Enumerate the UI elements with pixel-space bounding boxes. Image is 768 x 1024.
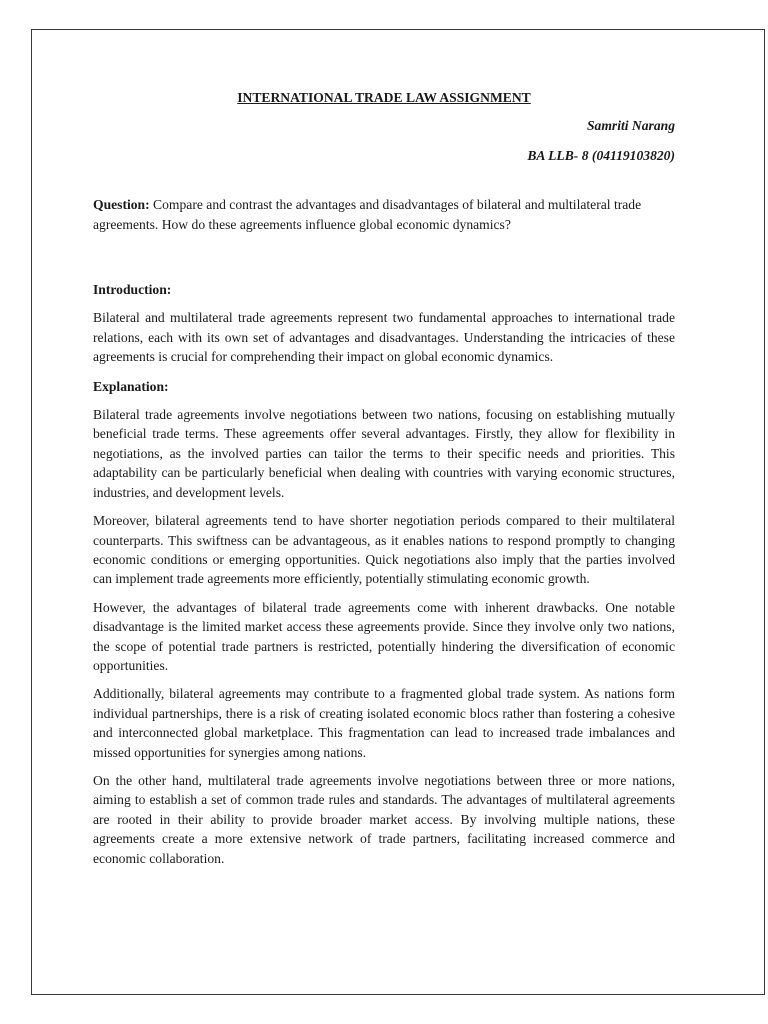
explanation-heading: Explanation:: [93, 378, 169, 394]
roll-number: BA LLB- 8 (04119103820): [527, 147, 675, 163]
question-paragraph: [93, 195, 675, 234]
question-text: Compare and contrast the advantages and disadvantages of bilateral and multilateral trade agreements. How do these agreements influence global economic dynamics?: [93, 197, 642, 232]
body-paragraph-4: Additionally, bilateral agreements may contribute to a fragmented global trade system. As nations form individual partnerships, there is a risk of creating isolated economic blocs rather than fostering a cohesive and interconnected global marketplace. This fragmentation can lead to increased trade imbalances and missed opportunities for synergies among nations.: [93, 686, 675, 760]
document-title: INTERNATIONAL TRADE LAW ASSIGNMENT: [237, 90, 531, 105]
question-label: Question:: [93, 197, 150, 213]
introduction-paragraph: Bilateral and multilateral trade agreements represent two fundamental approaches to international trade relations, each with its own set of advantages and disadvantages. Understanding the intricacies of these agreements is crucial for comprehending their impact on global economic dynamics.: [93, 310, 675, 365]
author-name: Samriti Narang: [586, 118, 675, 134]
body-paragraph-2: Moreover, bilateral agreements tend to have shorter negotiation periods compared to their multilateral counterparts. This swiftness can be advantageous, as it enables nations to respond promptly to changing economic conditions or emerging opportunities. Quick negotiations also imply that the parties involved can implement trade agreements more efficiently, potentially stimulating economic growth.: [93, 513, 675, 587]
introduction-heading: Introduction:: [93, 282, 172, 298]
body-paragraph-3: However, the advantages of bilateral trade agreements come with inherent drawbacks. One notable disadvantage is the limited market access these agreements provide. Since they involve only two nations, the scope of potential trade partners is restricted, potentially hindering the diversification of economic opportunities.: [93, 599, 675, 673]
document-body: [93, 88, 675, 877]
body-paragraph-1: Bilateral trade agreements involve negotiations between two nations, focusing on establishing mutually beneficial trade terms. These agreements offer several advantages. Firstly, they allow for flexibility in negotiations, as the involved parties can tailor the terms to their specific needs and priorities. This adaptability can be particularly beneficial when dealing with countries with varying economic structures, industries, and development levels.: [93, 407, 675, 500]
body-paragraph-5: On the other hand, multilateral trade agreements involve negotiations between three or more nations, aiming to establish a set of common trade rules and standards. The advantages of multilateral agreements are rooted in their ability to provide broader market access. By involving multiple nations, these agreements create a more extensive network of trade partners, facilitating increased commerce and economic collaboration.: [93, 772, 675, 866]
